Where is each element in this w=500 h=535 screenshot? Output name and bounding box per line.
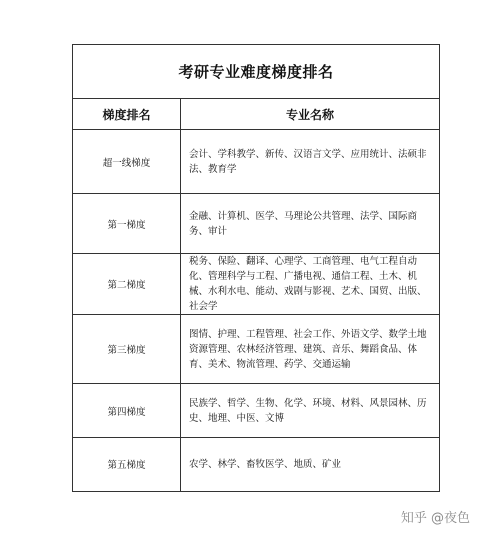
table-row [73,130,439,194]
table-header-row [73,99,439,130]
row-majors: 图情、护理、工程管理、社会工作、外语文学、数学土地资源管理、农林经济管理、建筑、音乐、舞蹈食品、体育、美术、物流管理、药学、交通运输 [181,315,440,384]
watermark [401,507,470,526]
row-level: 第四梯度 [73,384,181,438]
row-majors: 民族学、哲学、生物、化学、环境、材料、风景园林、历史、地理、中医、文博 [181,384,440,438]
watermark-text: 知乎 @夜色 [400,511,470,526]
row-level: 第三梯度 [73,315,181,384]
row-majors: 金融、计算机、医学、马理论公共管理、法学、国际商务、审计 [181,194,440,254]
row-level: 第五梯度 [73,438,181,491]
table-title: 考研专业难度梯度排名 [73,45,439,99]
row-majors: 农学、林学、畜牧医学、地质、矿业 [181,438,440,491]
table-row [73,384,439,438]
header-majors: 专业名称 [181,99,440,130]
row-level: 第一梯度 [73,194,181,254]
ranking-table-container [72,44,440,492]
row-level: 超一线梯度 [73,130,181,194]
table-row [73,438,439,491]
table-row [73,315,439,384]
row-level: 第二梯度 [73,254,181,315]
table-row [73,194,439,254]
row-majors: 税务、保险、翻译、心理学、工商管理、电气工程自动化、管理科学与工程、广播电视、通信工程、土木、机械、水利水电、能动、戏剧与影视、艺术、国贸、出版、社会学 [181,254,440,315]
row-majors: 会计、学科教学、新传、汉语言文学、应用统计、法硕非法、教育学 [181,130,440,194]
ranking-table [73,99,439,491]
header-level: 梯度排名 [73,99,181,130]
table-row [73,254,439,315]
